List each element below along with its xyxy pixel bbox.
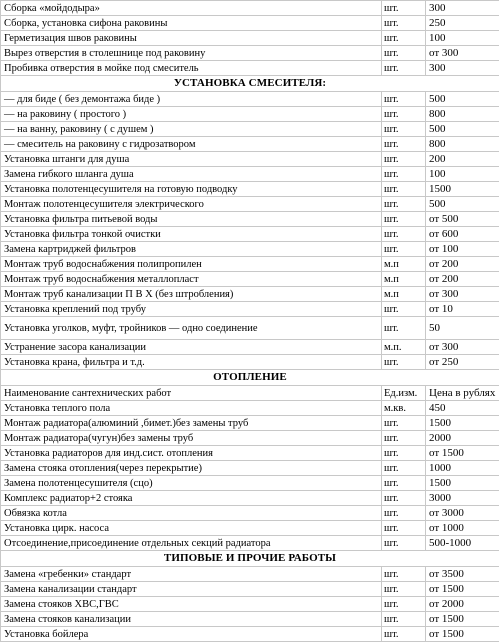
service-unit: шт. [382,476,426,491]
service-unit: шт. [382,567,426,582]
service-price: 50 [426,317,499,340]
service-price: 3000 [426,491,499,506]
section-title: ТИПОВЫЕ И ПРОЧИЕ РАБОТЫ [1,551,499,567]
service-price: 100 [426,31,499,46]
table-row [1,302,499,317]
section-title: УСТАНОВКА СМЕСИТЕЛЯ: [1,76,499,92]
table-row [1,461,499,476]
service-unit: шт. [382,597,426,612]
service-price: 100 [426,167,499,182]
service-name: Замена стояка отопления(через перекрытие) [1,461,382,476]
service-name: Установка цирк. насоса [1,521,382,536]
service-name: Замена стояков ХВС,ГВС [1,597,382,612]
service-unit: шт. [382,461,426,476]
service-price: от 1000 [426,521,499,536]
service-unit: шт. [382,122,426,137]
service-unit: шт. [382,31,426,46]
service-name: Комплекс радиатор+2 стояка [1,491,382,506]
service-name: Сборка, установка сифона раковины [1,16,382,31]
service-unit: шт. [382,521,426,536]
service-price: от 1500 [426,582,499,597]
service-price: 500-1000 [426,536,499,551]
table-row [1,272,499,287]
table-row [1,627,499,642]
service-unit: шт. [382,416,426,431]
service-price: от 3500 [426,567,499,582]
service-unit: шт. [382,197,426,212]
service-unit: шт. [382,612,426,627]
service-name: Монтаж труб водоснабжения металлопласт [1,272,382,287]
table-row [1,612,499,627]
service-name: Замена «гребенки» стандарт [1,567,382,582]
service-price: от 300 [426,46,499,61]
service-price: от 10 [426,302,499,317]
table-row [1,567,499,582]
service-price: 500 [426,122,499,137]
service-price: 500 [426,92,499,107]
table-row [1,31,499,46]
service-name: Монтаж радиатора(чугун)без замены труб [1,431,382,446]
service-name: Установка радиаторов для инд.сист. отопления [1,446,382,461]
table-row [1,92,499,107]
service-unit: шт. [382,317,426,340]
service-name: Замена гибкого шланга душа [1,167,382,182]
service-price: от 600 [426,227,499,242]
table-row [1,1,499,16]
service-price: от 300 [426,340,499,355]
service-name: Замена стояков канализации [1,612,382,627]
table-row [1,446,499,461]
service-price: 200 [426,152,499,167]
service-name: Установка теплого пола [1,401,382,416]
service-price: 800 [426,137,499,152]
service-price: от 200 [426,272,499,287]
service-unit: м.п [382,257,426,272]
service-name: Герметизация швов раковины [1,31,382,46]
service-price: 1000 [426,461,499,476]
service-price: 300 [426,1,499,16]
service-unit: м.п [382,287,426,302]
service-unit: шт. [382,431,426,446]
table-row [1,491,499,506]
section-title: ОТОПЛЕНИЕ [1,370,499,386]
service-name: Монтаж полотенцесушителя электрического [1,197,382,212]
service-name: Установка фильтра тонкой очистки [1,227,382,242]
service-unit: шт. [382,627,426,642]
service-price: от 1500 [426,612,499,627]
service-unit: шт. [382,506,426,521]
service-price: от 2000 [426,597,499,612]
service-unit: шт. [382,242,426,257]
service-unit: м.п [382,272,426,287]
table-row [1,167,499,182]
service-name: Установка полотенцесушителя на готовую подводку [1,182,382,197]
service-name: Установка крана, фильтра и т.д. [1,355,382,370]
service-name: Установка уголков, муфт, тройников — одно соединение [1,317,382,340]
service-unit: шт. [382,302,426,317]
service-price: 300 [426,61,499,76]
table-row [1,137,499,152]
table-row [1,431,499,446]
header-price: Цена в рублях [426,386,499,401]
service-unit: м.п. [382,340,426,355]
service-unit: шт. [382,355,426,370]
service-unit: шт. [382,491,426,506]
service-price: 500 [426,197,499,212]
table-row [1,122,499,137]
service-name: Устранение засора канализации [1,340,382,355]
service-price: от 200 [426,257,499,272]
service-name: Замена канализации стандарт [1,582,382,597]
table-row [1,506,499,521]
service-price: от 250 [426,355,499,370]
service-price: от 1500 [426,627,499,642]
service-unit: шт. [382,46,426,61]
service-name: Монтаж труб водоснабжения полипропилен [1,257,382,272]
service-name: Установка бойлера [1,627,382,642]
table-row [1,597,499,612]
table-row [1,476,499,491]
service-name: Монтаж радиатора(алюминий ,бимет.)без замены труб [1,416,382,431]
table-row [1,401,499,416]
column-header-row [1,386,499,401]
service-unit: шт. [382,582,426,597]
service-name: Пробивка отверстия в мойке под смеситель [1,61,382,76]
service-name: Замена полотенцесушителя (сцо) [1,476,382,491]
service-unit: шт. [382,227,426,242]
service-unit: шт. [382,152,426,167]
service-name: — на ванну, раковину ( с душем ) [1,122,382,137]
service-price: от 1500 [426,446,499,461]
table-row [1,182,499,197]
service-unit: шт. [382,536,426,551]
service-name: — смеситель на раковину с гидрозатвором [1,137,382,152]
table-row [1,317,499,340]
table-row [1,227,499,242]
table-row [1,521,499,536]
table-row [1,257,499,272]
service-price: от 300 [426,287,499,302]
service-name: Монтаж труб канализации П В Х (без штробления) [1,287,382,302]
table-row [1,152,499,167]
table-row [1,16,499,31]
header-name: Наименование сантехнических работ [1,386,382,401]
service-unit: шт. [382,446,426,461]
section-title-row [1,76,499,92]
service-price: 1500 [426,416,499,431]
service-name: Отсоединение,присоединение отдельных секций радиатора [1,536,382,551]
table-row [1,46,499,61]
table-row [1,212,499,227]
section-title-row [1,370,499,386]
service-unit: шт. [382,212,426,227]
table-row [1,536,499,551]
service-name: Установка штанги для душа [1,152,382,167]
service-unit: шт. [382,61,426,76]
price-table-body [1,1,499,642]
service-unit: шт. [382,1,426,16]
service-price: от 100 [426,242,499,257]
table-row [1,287,499,302]
table-row [1,416,499,431]
service-price: 800 [426,107,499,122]
service-name: Установка креплений под трубу [1,302,382,317]
service-name: — для биде ( без демонтажа биде ) [1,92,382,107]
service-name: Сборка «мойдодыра» [1,1,382,16]
service-name: Обвязка котла [1,506,382,521]
table-row [1,340,499,355]
table-row [1,582,499,597]
service-unit: шт. [382,182,426,197]
service-price: от 3000 [426,506,499,521]
table-row [1,242,499,257]
table-row [1,355,499,370]
header-unit: Ед.изм. [382,386,426,401]
service-price: от 500 [426,212,499,227]
service-unit: шт. [382,167,426,182]
service-unit: шт. [382,92,426,107]
service-name: Замена картриджей фильтров [1,242,382,257]
service-name: Вырез отверстия в столешнице под раковину [1,46,382,61]
section-title-row [1,551,499,567]
service-price: 2000 [426,431,499,446]
service-price: 450 [426,401,499,416]
service-name: Установка фильтра питьевой воды [1,212,382,227]
service-unit: м.кв. [382,401,426,416]
service-price: 1500 [426,182,499,197]
service-unit: шт. [382,137,426,152]
service-price: 1500 [426,476,499,491]
table-row [1,107,499,122]
service-unit: шт. [382,16,426,31]
service-unit: шт. [382,107,426,122]
table-row [1,197,499,212]
service-name: — на раковину ( простого ) [1,107,382,122]
table-row [1,61,499,76]
service-price: 250 [426,16,499,31]
